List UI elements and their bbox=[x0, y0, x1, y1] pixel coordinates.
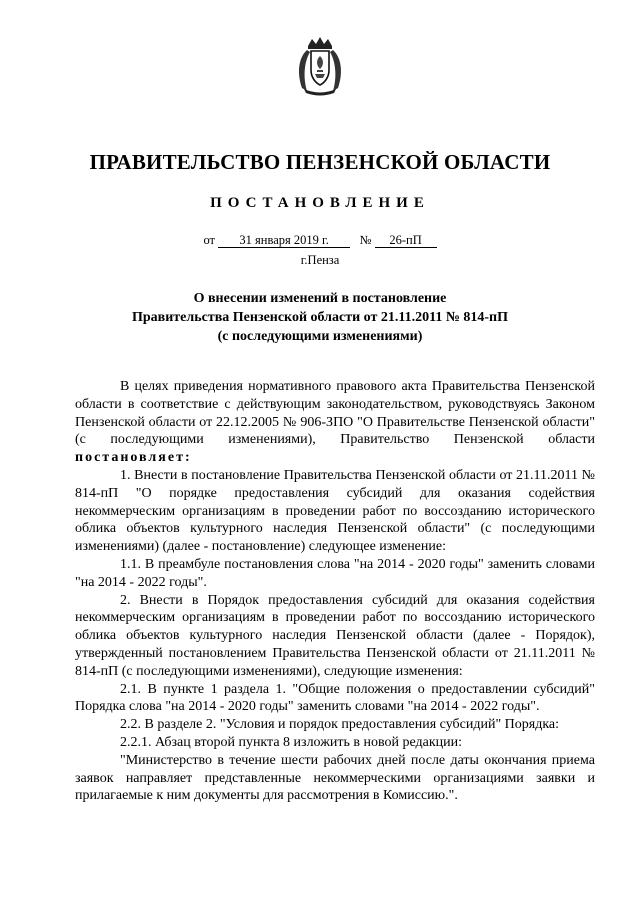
paragraph-quoted-text: "Министерство в течение шести рабочих дней после даты окончания приема заявок направляет представленные некоммерческими организациями заявки и прилагаемые к ним документы для рассмотрения в Комиссию.". bbox=[75, 752, 595, 804]
paragraph-item-2-2: 2.2. В разделе 2. "Условия и порядок предоставления субсидий" Порядка: bbox=[120, 717, 560, 733]
document-title bbox=[0, 289, 640, 346]
paragraph-item-1: 1. Внести в постановление Правительства Пензенской области от 21.11.2011 № 814-пП "О порядке предоставления субсидий для оказания содействия некоммерческим организациям в проведении работ по воссозданию исторического облика объектов культурного наследия Пензенской области" (с последующими изменениями) (далее - постановление) следующее изменение: bbox=[75, 467, 595, 555]
title-line-1: О внесении изменений в постановление bbox=[193, 291, 447, 306]
number-prefix: № bbox=[359, 233, 372, 247]
paragraph-item-2-2-1: 2.2.1. Абзац второй пункта 8 изложить в новой редакции: bbox=[120, 734, 463, 750]
government-name: ПРАВИТЕЛЬСТВО ПЕНЗЕНСКОЙ ОБЛАСТИ bbox=[89, 150, 551, 174]
document-body bbox=[75, 378, 595, 805]
preamble-text: В целях приведения нормативного правового акта Правительства Пензенской области в соответствие с действующим законодательством, руководствуясь Законом Пензенской области от 22.12.2005 № 906-ЗПО "О Правительстве Пензенской области" (с последующими изменениями), Правительство Пензенской области bbox=[75, 379, 595, 448]
city: г.Пенза bbox=[300, 253, 340, 267]
paragraph-item-1-1: 1.1. В преамбуле постановления слова "на 2014 - 2020 годы" заменить словами "на 2014 - 2022 годы". bbox=[75, 556, 595, 590]
decree-number: 26-пП bbox=[375, 233, 437, 248]
decree-date: 31 января 2019 г. bbox=[218, 233, 350, 248]
paragraph-item-2: 2. Внести в Порядок предоставления субсидий для оказания содействия некоммерческим организациям в проведении работ по воссозданию исторического облика объектов культурного наследия Пензенской области (далее - Порядок), утвержденный постановлением Правительства Пензенской области от 21.11.2011 № 814-пП (с последующими изменениями), следующие изменения: bbox=[75, 592, 595, 679]
title-line-3: (с последующими изменениями) bbox=[217, 329, 423, 344]
document-type: ПОСТАНОВЛЕНИЕ bbox=[210, 195, 430, 211]
paragraph-item-2-1: 2.1. В пункте 1 раздела 1. "Общие положения о предоставлении субсидий" Порядка слова "на 2014 - 2020 годы" заменить словами "на 2014 - 2022 годы". bbox=[75, 681, 595, 715]
coat-of-arms-icon bbox=[294, 36, 346, 96]
date-number-line bbox=[0, 233, 640, 248]
paragraph-preamble bbox=[75, 378, 595, 467]
title-line-2: Правительства Пензенской области от 21.11.2011 № 814-пП bbox=[131, 310, 509, 325]
date-prefix: от bbox=[203, 233, 215, 247]
decree-keyword: постановляет: bbox=[75, 450, 192, 466]
